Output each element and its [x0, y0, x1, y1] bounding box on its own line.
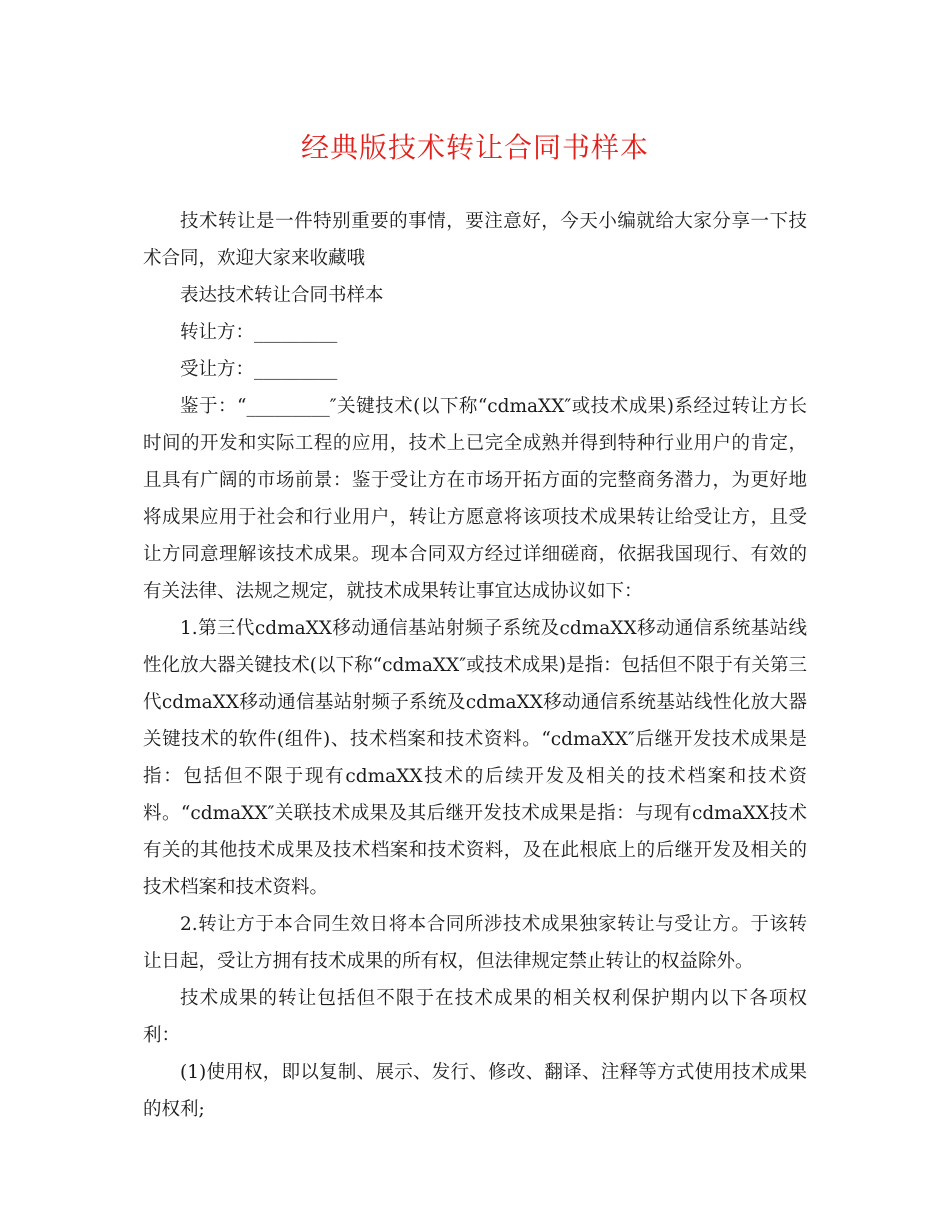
paragraph-whereas: 鉴于：“_________″关键技术(以下称“cdmaXX″或技术成果)系经过转让方长时间的开发和实际工程的应用，技术上已完全成熟并得到特种行业用户的肯定，且具有广阔的市场前景：鉴于受让方在市场开拓方面的完整商务潜力，为更好地将成果应用于社会和行业用户，转让方愿意将该项技术成果转让给受让方，且受让方同意理解该技术成果。现本合同双方经过详细磋商，依据我国现行、有效的有关法律、法规之规定，就技术成果转让事宜达成协议如下： — [143, 396, 807, 602]
paragraph-rights-intro: 技术成果的转让包括但不限于在技术成果的相关权利保护期内以下各项权利： — [143, 988, 807, 1046]
paragraph-intro: 技术转让是一件特别重要的事情，要注意好，今天小编就给大家分享一下技术合同，欢迎大家来收藏哦 — [143, 211, 807, 269]
paragraph-heading: 表达技术转让合同书样本 — [180, 285, 384, 306]
paragraph-clause-1: 1.第三代cdmaXX移动通信基站射频子系统及cdmaXX移动通信系统基站线性化放大器关键技术(以下称“cdmaXX″或技术成果)是指：包括但不限于有关第三代cdmaXX移动通信基站射频子系统及cdmaXX移动通信系统基站线性化放大器关键技术的软件(组件)、技术档案和技术资料。“cdmaXX″后继开发技术成果是指：包括但不限于现有cdmaXX技术的后续开发及相关的技术档案和技术资料。“cdmaXX″关联技术成果及其后继开发技术成果是指：与现有cdmaXX技术有关的其他技术成果及技术档案和技术资料，及在此根底上的后继开发及相关的技术档案和技术资料。 — [143, 618, 807, 898]
paragraph-transferor: 转让方：_________ — [180, 322, 338, 343]
paragraph-right-1: (1)使用权，即以复制、展示、发行、修改、翻译、注释等方式使用技术成果的权利; — [143, 1062, 807, 1120]
paragraph-clause-2: 2.转让方于本合同生效日将本合同所涉技术成果独家转让与受让方。于该转让日起，受让方拥有技术成果的所有权，但法律规定禁止转让的权益除外。 — [143, 914, 807, 972]
paragraph-transferee: 受让方：_________ — [180, 359, 338, 380]
document-body — [143, 203, 807, 1128]
document-title: 经典版技术转让合同书样本 — [300, 131, 649, 164]
